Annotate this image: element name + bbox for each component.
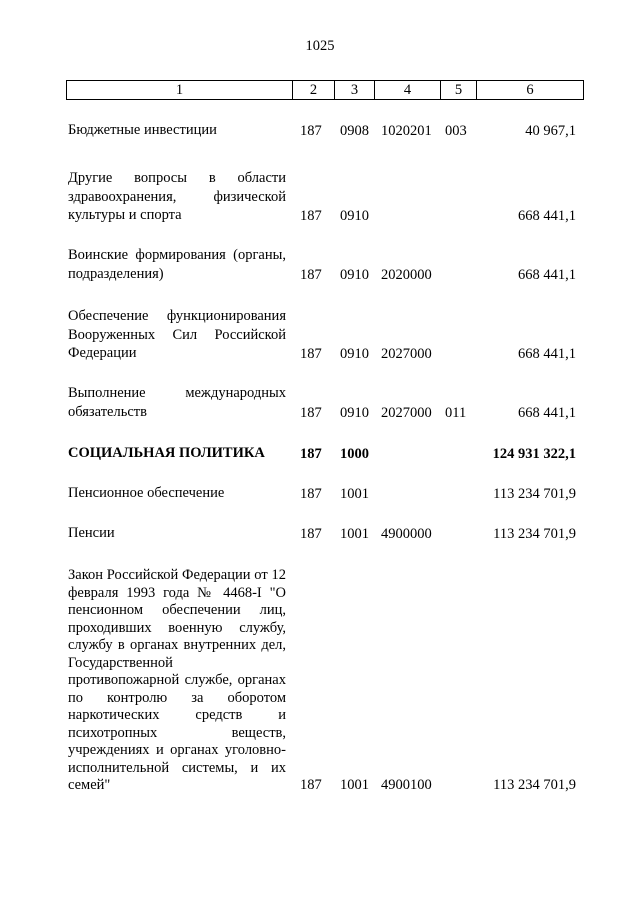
table-row <box>0 121 640 140</box>
cell-col-4: 2027000 <box>381 345 432 362</box>
table-row <box>0 384 640 422</box>
row-name: Пенсии <box>68 525 115 541</box>
cell-col-3: 0910 <box>340 207 369 224</box>
cell-col-6: 113 234 701,9 <box>493 776 576 793</box>
cell-col-4: 2027000 <box>381 404 432 421</box>
page-number: 1025 <box>305 38 335 54</box>
header-col-1: 1 <box>67 81 293 99</box>
cell-col-2: 187 <box>300 345 322 362</box>
cell-col-6: 668 441,1 <box>518 345 576 362</box>
row-name: Выполнение международных обязательств <box>68 385 286 420</box>
row-name: Воинские формирования (органы, подразделения) <box>68 247 286 282</box>
cell-col-2: 187 <box>300 776 322 793</box>
table-row <box>0 169 640 225</box>
table-row-section <box>0 444 640 463</box>
cell-col-3: 0910 <box>340 404 369 421</box>
table-row <box>0 567 640 794</box>
row-name: Пенсионное обеспечение <box>68 485 225 501</box>
row-name: Другие вопросы в области здравоохранения, физической культуры и спорта <box>68 170 286 223</box>
header-col-4: 4 <box>375 81 441 99</box>
cell-col-3: 1000 <box>340 445 369 462</box>
cell-col-6: 113 234 701,9 <box>493 525 576 542</box>
cell-col-2: 187 <box>300 525 322 542</box>
cell-col-6: 113 234 701,9 <box>493 485 576 502</box>
row-name: Закон Российской Федерации от 12 февраля 1993 года № 4468-I "О пенсионном обеспечении лиц, проходивших военную службу, службу в органах внутренних дел, Государственной противопожарной службе, органах по контролю за оборотом наркотических средств и психотропных веществ, учреждениях и органах уголовно-исполнительной системы, и их семей" <box>68 567 286 793</box>
cell-col-3: 0910 <box>340 345 369 362</box>
cell-col-4: 1020201 <box>381 122 432 139</box>
cell-col-3: 1001 <box>340 485 369 502</box>
row-name: СОЦИАЛЬНАЯ ПОЛИТИКА <box>68 445 265 461</box>
cell-col-3: 0908 <box>340 122 369 139</box>
cell-col-4: 4900100 <box>381 776 432 793</box>
table-header <box>66 80 584 100</box>
cell-col-2: 187 <box>300 207 322 224</box>
header-col-3: 3 <box>335 81 375 99</box>
table-row <box>0 246 640 284</box>
cell-col-2: 187 <box>300 266 322 283</box>
cell-col-2: 187 <box>300 122 322 139</box>
cell-col-3: 0910 <box>340 266 369 283</box>
cell-col-5: 003 <box>445 122 467 139</box>
cell-col-6: 124 931 322,1 <box>492 445 576 462</box>
cell-col-3: 1001 <box>340 525 369 542</box>
cell-col-5: 011 <box>445 404 467 421</box>
row-name: Обеспечение функционирования Вооруженных Сил Российской Федерации <box>68 308 286 361</box>
cell-col-6: 668 441,1 <box>518 266 576 283</box>
header-col-6: 6 <box>526 82 534 98</box>
cell-col-2: 187 <box>300 404 322 421</box>
cell-col-3: 1001 <box>340 776 369 793</box>
cell-col-4: 2020000 <box>381 266 432 283</box>
row-name: Бюджетные инвестиции <box>68 122 217 138</box>
cell-col-2: 187 <box>300 445 322 462</box>
cell-col-6: 40 967,1 <box>525 122 576 139</box>
table-row <box>0 307 640 363</box>
header-col-5: 5 <box>441 81 477 99</box>
cell-col-6: 668 441,1 <box>518 404 576 421</box>
cell-col-4: 4900000 <box>381 525 432 542</box>
cell-col-2: 187 <box>300 485 322 502</box>
cell-col-6: 668 441,1 <box>518 207 576 224</box>
header-col-2: 2 <box>293 81 335 99</box>
table-row <box>0 524 640 543</box>
table-row <box>0 484 640 503</box>
